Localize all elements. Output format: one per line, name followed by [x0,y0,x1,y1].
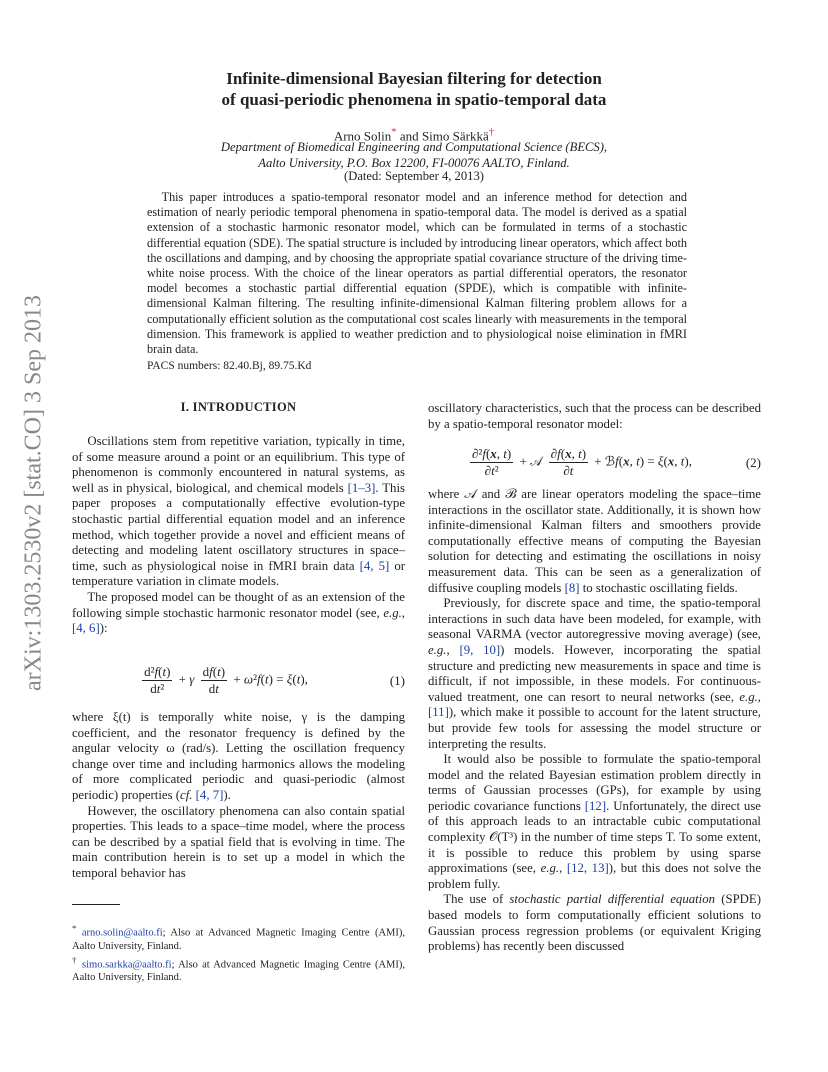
author-1-mark[interactable]: * [391,126,397,138]
right-column-top [428,401,761,432]
text: ), but this does not solve the problem fully. [428,861,761,891]
left-column-bottom [72,710,405,882]
footnote-mark: * [72,923,77,933]
author-and: and [399,128,419,144]
equation-1 [72,664,405,697]
intro-paragraph-3 [72,710,405,804]
affiliation-line-1: Department of Biomedical Engineering and Computational Science (BECS), [220,140,608,154]
text: The proposed model can be thought of as an extension of the following simple stochastic harmonic resonator model (see, [72,589,405,620]
citation-link[interactable]: [12] [584,798,607,813]
affiliation [0,139,828,171]
citation-link[interactable]: [4, 6] [72,621,100,636]
right-paragraph-5 [428,892,761,954]
paper-title [0,68,828,110]
text: Oscillations stem from repetitive variation, typically in time, of some measure around a point or an equilibrium. This type of phenomenon is commonly encountered in natural systems, as well as in physical, biological, and chemical models [72,434,405,495]
right-column-bottom [428,487,761,955]
citation-link[interactable]: [4, 5] [359,558,390,573]
intro-paragraph-1 [72,434,405,590]
text: (SPDE) based models to form computationally efficient solutions to Gaussian process regression problems (or equivalent Kriging problems) has recently been discussed [428,892,762,954]
right-paragraph-4 [428,752,761,892]
right-paragraph-2 [428,487,761,596]
footnote-2 [72,954,405,985]
abstract: This paper introduces a spatio-temporal resonator model and an inference method for detection and estimation of nearly periodic temporal phenomena in spatio-temporal data. The model is derived as a spatial extension of a stochastic harmonic resonator model, which can be formulated in terms of a stochastic differential equation (SDE). The spatial structure is included by introducing linear operators, which affect both the oscillations and damping, and by choosing the appropriate spatial covariance structure of the driving time-white noise process. With the choice of the linear operators as partial differential operators, the resonator model becomes a stochastic partial differential equation (SPDE), which is compatible with infinite-dimensional Kalman filtering. The resulting infinite-dimensional Kalman filtering problem allows for a computationally efficient solution as the computational cost scales linearly with measurements in the temporal dimension. This framework is applied to weather prediction and to physiological noise elimination in fMRI brain data. [147,190,687,357]
footnote-1 [72,922,405,953]
text: cf. [180,787,193,802]
right-paragraph-1: oscillatory characteristics, such that the process can be described by a spatio-temporal resonator model: [428,401,761,431]
text: where 𝒜 and ℬ are linear operators modeling the space–time interactions in the oscillator state. Additionally, it is shown how infinite-dimensional Kalman filters and smoothers provide computationally effective means of computing the Bayesian solution for detecting and estimating the oscillations in noisy measurement data. This can be seen as a generalization of diffusive coupling models [428,487,761,595]
text: ): [99,621,108,636]
text: It would also be possible to formulate the spatio-temporal model and the related Bayesian estimation problem directly in terms of Gaussian processes (GPs), for example by using periodic covariance functions [428,752,761,813]
text: or temperature variation in climate models. [72,558,405,589]
citation-link[interactable]: [8] [564,580,580,595]
text: ), which make it possible to account for the latent structure, but provide few tools for assessing the model structure or interpreting the results. [428,705,761,751]
text: e.g. [540,861,560,876]
author-1: Arno Solin [333,128,392,144]
footnote-rule [72,904,120,905]
text: Previously, for discrete space and time, the spatio-temporal interactions in such data have been modeled, for example, with seasonal VARMA (vector autoregressive moving average) (see, [428,596,761,642]
citation-link[interactable]: [11] [428,705,449,720]
text: , [559,861,567,876]
email-link[interactable]: arno.solin@aalto.fi [81,927,163,939]
equation-1-number: (1) [389,672,405,688]
text: , [401,605,405,620]
equation-2 [428,446,761,479]
text: e.g. [428,642,447,657]
text: ; Also at Advanced Magnetic Imaging Centre (AMI), Aalto University, Finland. [72,927,406,952]
text: . This paper proposes a computationally effective evolution-type stochastic partial differential equation model and an inference method, which together provide a novel and efficient means of detecting and modeling latent oscillatory structures in space–time, such as physiological noise in fMRI brain data [72,480,405,573]
dated: (Dated: September 4, 2013) [344,169,484,183]
text: The use of [443,892,510,907]
right-paragraph-3 [428,596,761,752]
text: . Unfortunately, the direct use of this approach leads to an intractable cubic computational complexity 𝒪(T³) in the number of time steps T. To some extent, it is possible to reduce this problem by using sparse approximations (see, [428,798,761,876]
text: e.g. [739,689,758,704]
text: ) models. However, incorporating the spatial structure and predicting new measurements in space and time is difficult, if not impossible, in these models. For continuous-valued treatment, one can resort to neural networks (see, [428,642,761,704]
equation-1-math: $\frac{\text{d²f(t)}}{\text{dt²}}$ + γ $\frac{df(t)}{dt}$ + ω²f(t) = ξ(t), [144,664,308,696]
pacs-numbers: PACS numbers: 82.40.Bj, 89.75.Kd [147,360,312,372]
footnote-mark: † [72,954,78,965]
affiliation-line-2: Aalto University, P.O. Box 12200, FI-00076 AALTO, Finland. [258,156,570,170]
author-2-mark[interactable]: † [488,126,495,138]
email-link[interactable]: simo.sarkka@aalto.fi [82,959,172,970]
left-column-top [72,434,405,637]
citation-link[interactable]: [12, 13] [566,861,609,876]
title-line-2: of quasi-periodic phenomena in spatio-temporal data [221,90,607,109]
text: to stochastic oscillating fields. [579,580,738,595]
section-heading: I. INTRODUCTION [180,400,297,414]
text: ). [223,787,231,802]
intro-paragraph-2 [72,590,405,637]
citation-link[interactable]: [4, 7] [195,787,224,802]
author-2: Simo Särkkä [421,128,489,144]
title-line-1: Infinite-dimensional Bayesian filtering for detection [226,69,602,88]
text: , [757,689,761,704]
text: e.g. [383,605,402,620]
text: where ξ(t) is temporally white noise, γ is the damping coefficient, and the resonator frequency is defined by the angular velocity ω (rad/s). Letting the oscillation frequency change over time and including harmonics allows the modeling of more complicated periodic and quasi-periodic (almost periodic) properties ( [72,710,405,802]
equation-2-number: (2) [745,454,761,470]
citation-link[interactable]: [1–3] [347,480,376,495]
footnotes [72,922,405,985]
arxiv-stamp-text: arXiv:1303.2530v2 [stat.CO] 3 Sep 2013 [20,295,47,691]
text: ; Also at Advanced Magnetic Imaging Centre (AMI), Aalto University, Finland. [72,959,405,983]
equation-2-math: $\frac{\text{∂²f(x, t)}}{\text{∂t²}}$ + 𝒜 $\frac{\partial f(x, t)}{\partial t}$ + ℬf(x, t) = ξ(x, t), [472,446,692,478]
intro-paragraph-4: However, the oscillatory phenomena can also contain spatial properties. This leads to a space–time model, where the process can be described by a spatial field that is evolving in time. The main contribution herein is to set up a model in which the temporal behavior has [72,803,405,880]
text: stochastic partial differential equation [509,892,716,907]
citation-link[interactable]: [9, 10] [459,642,501,657]
text: , [446,642,460,657]
